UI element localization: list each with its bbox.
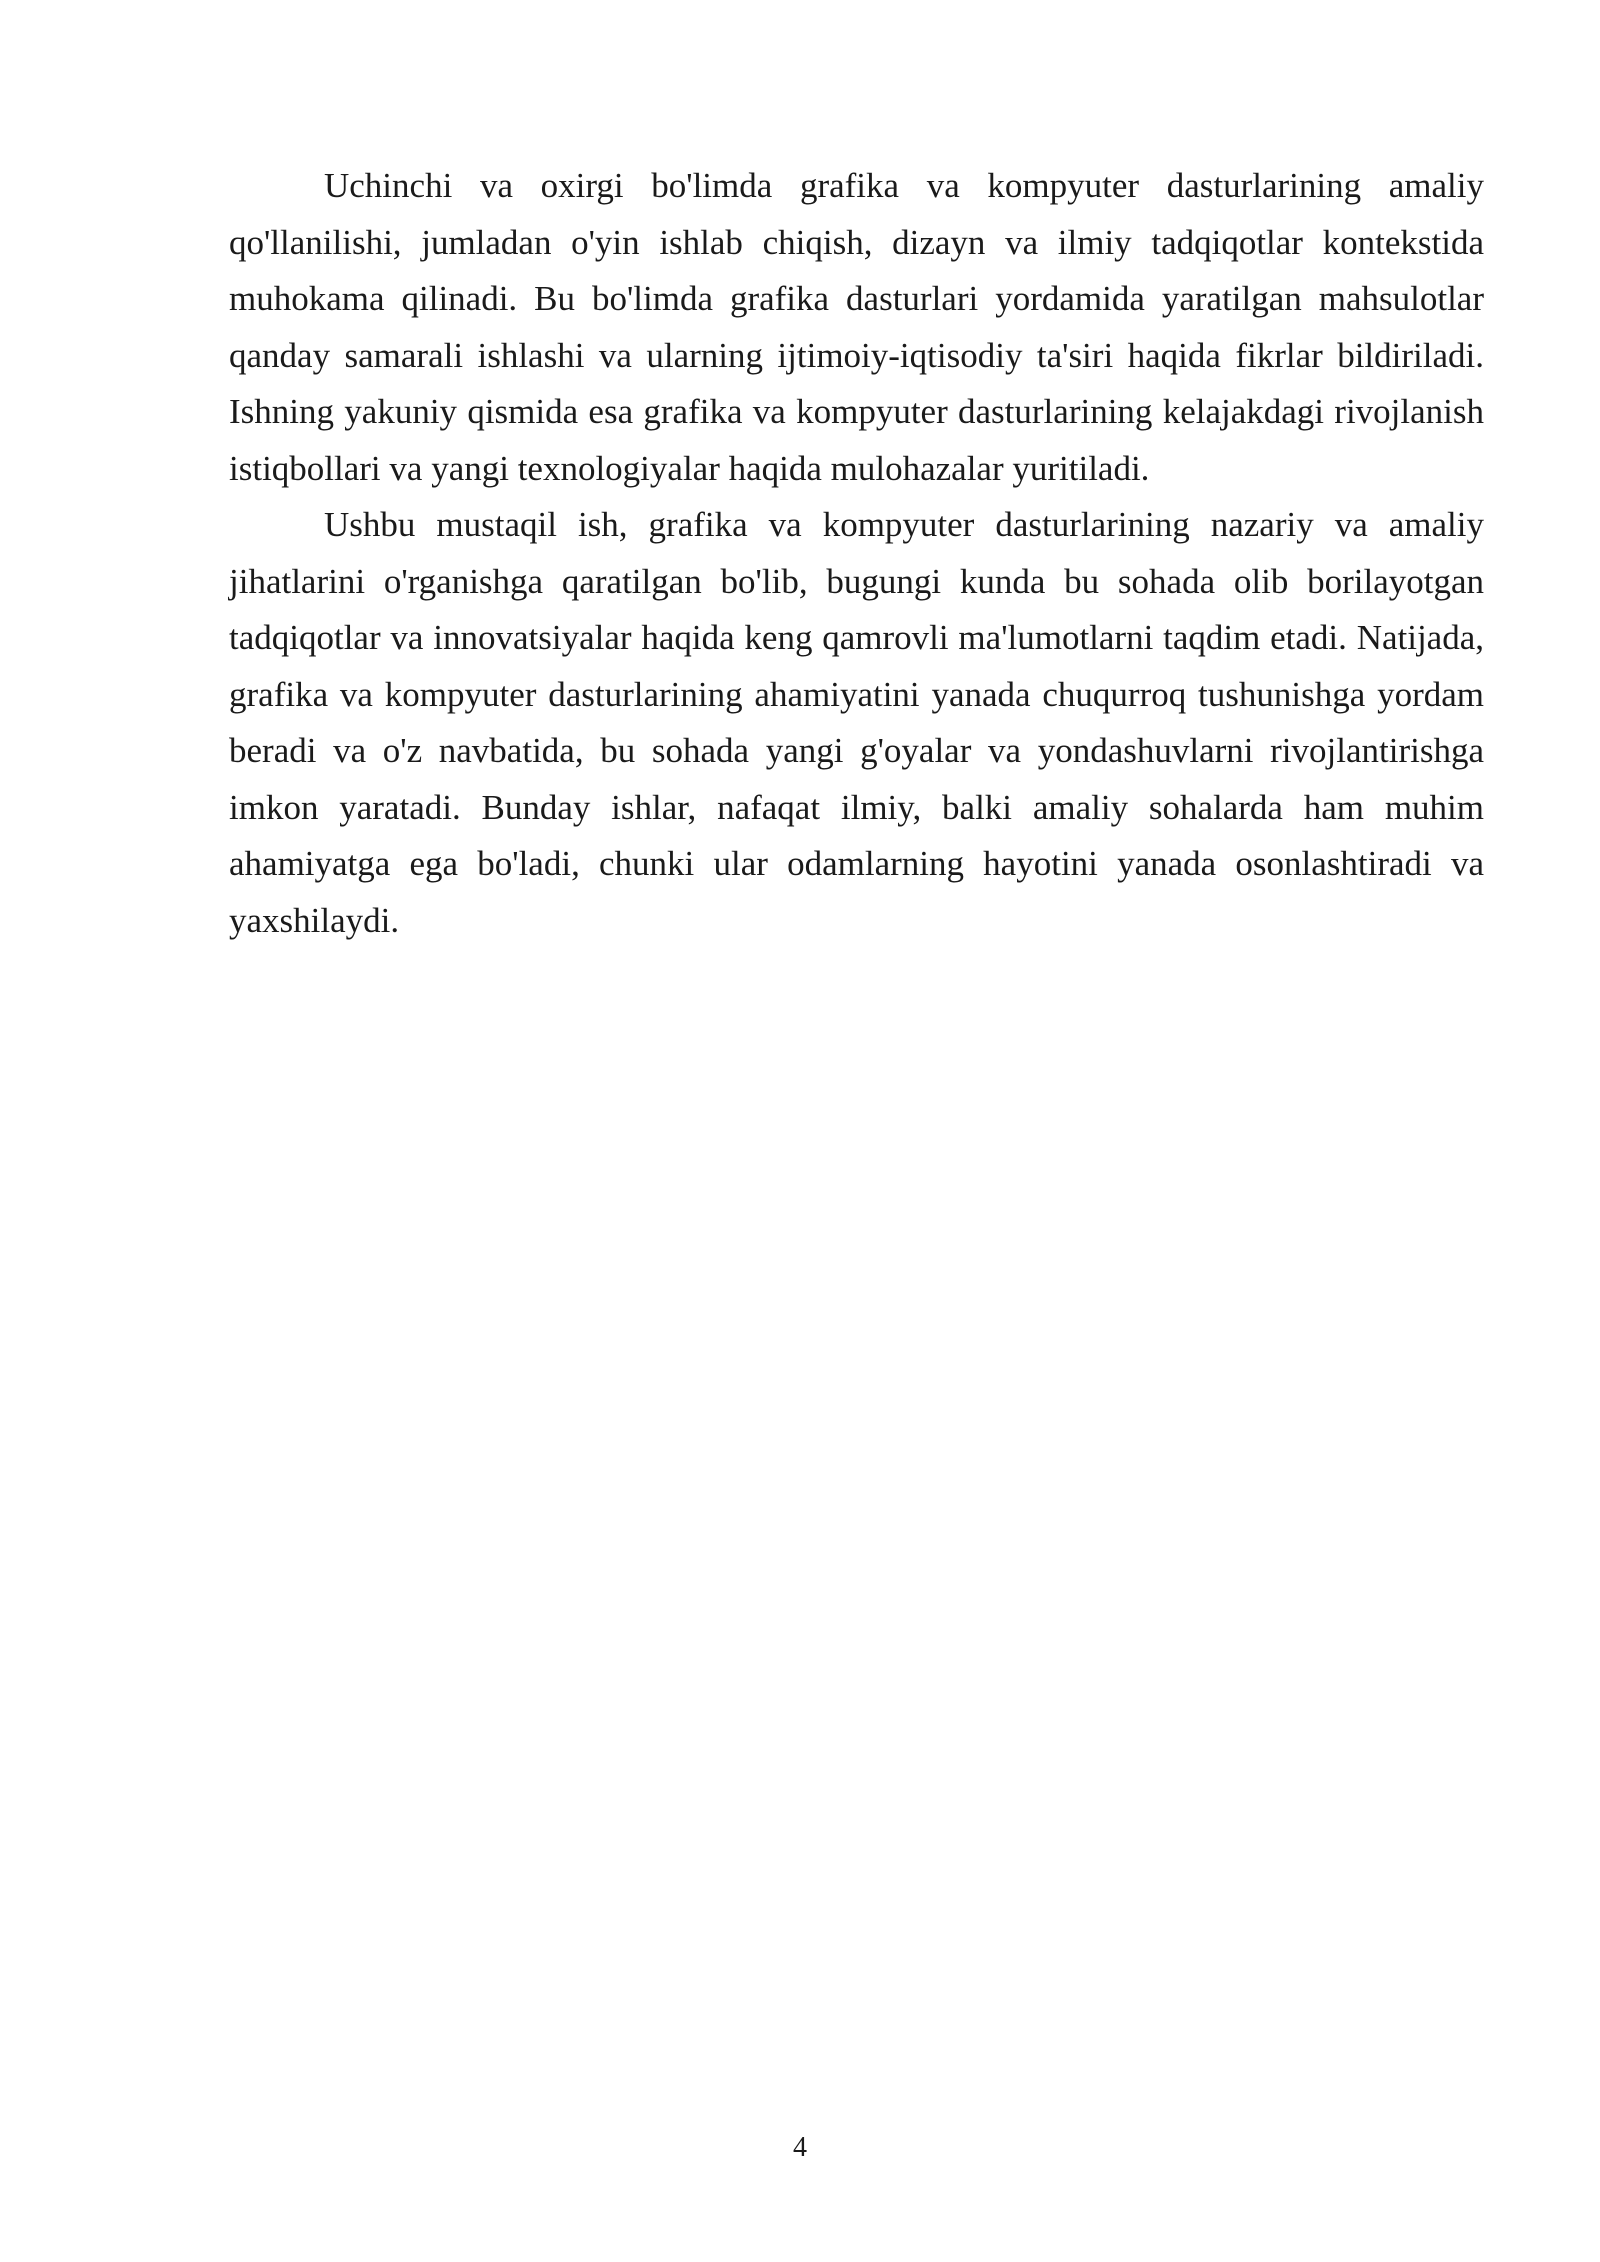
- paragraph-1: Uchinchi va oxirgi bo'limda grafika va kompyuter dasturlarining amaliy qo'llanilishi, jumladan o'yin ishlab chiqish, dizayn va ilmiy tadqiqotlar kontekstida muhokama qilinadi. Bu bo'limda grafika dasturlari yordamida yaratilgan mahsulotlar qanday samarali ishlashi va ularning ijtimoiy-iqtisodiy ta'siri haqida fikrlar bildiriladi. Ishning yakuniy qismida esa grafika va kompyuter dasturlarining kelajakdagi rivojlanish istiqbollari va yangi texnologiyalar haqida mulohazalar yuritiladi.: [229, 166, 1484, 488]
- paragraph-2: Ushbu mustaqil ish, grafika va kompyuter dasturlarining nazariy va amaliy jihatlarini o'rganishga qaratilgan bo'lib, bugungi kunda bu sohada olib borilayotgan tadqiqotlar va innovatsiyalar haqida keng qamrovli ma'lumotlarni taqdim etadi. Natijada, grafika va kompyuter dasturlarining ahamiyatini yanada chuqurroq tushunishga yordam beradi va o'z navbatida, bu sohada yangi g'oyalar va yondashuvlarni rivojlantirishga imkon yaratadi. Bunday ishlar, nafaqat ilmiy, balki amaliy sohalarda ham muhim ahamiyatga ega bo'ladi, chunki ular odamlarning hayotini yanada osonlashtiradi va yaxshilaydi.: [229, 505, 1484, 940]
- page-number: 4: [793, 2132, 807, 2163]
- body-text: [229, 158, 1484, 949]
